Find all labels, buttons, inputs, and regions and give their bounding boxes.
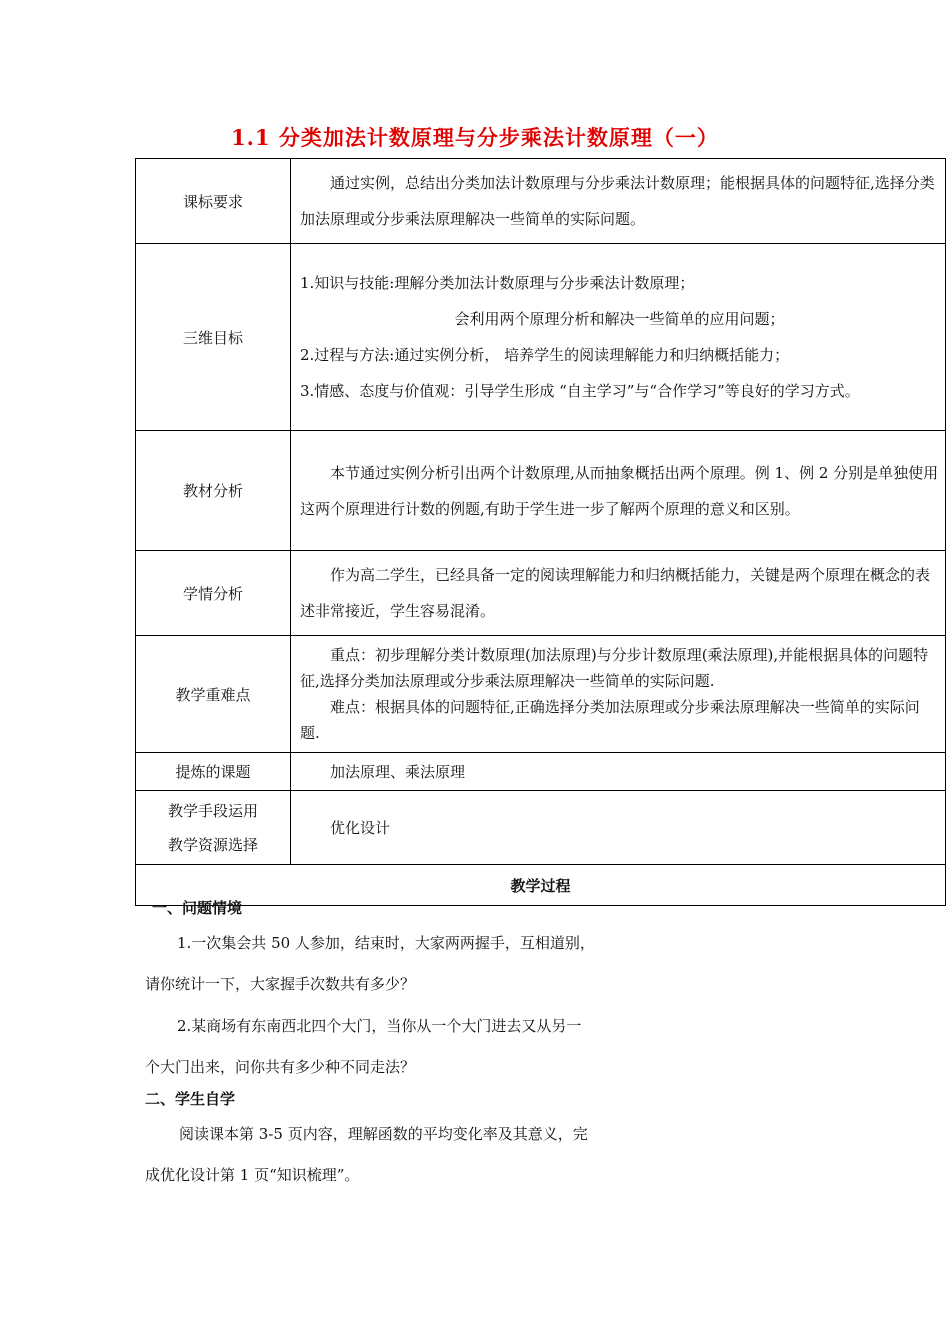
row-content: 加法原理、乘法原理 xyxy=(291,753,946,791)
section-heading xyxy=(152,897,672,918)
section-heading xyxy=(145,1088,665,1109)
table-row xyxy=(136,753,946,791)
lesson-plan-table xyxy=(135,158,946,906)
row-content: 作为高二学生，已经具备一定的阅读理解能力和归纳概括能力，关键是两个原理在概念的表述非常接近，学生容易混淆。 xyxy=(291,551,946,636)
section-heading-text: 二、学生自学 xyxy=(145,1090,236,1108)
process-header: 教学过程 xyxy=(136,865,946,906)
paragraph: 请你统计一下，大家握手次数共有多少？ xyxy=(145,975,416,993)
table-row xyxy=(136,431,946,551)
row-content: 通过实例，总结出分类加法计数原理与分步乘法计数原理；能根据具体的问题特征,选择分类加法原理或分步乘法原理解决一些简单的实际问题。 xyxy=(291,159,946,244)
table-row xyxy=(136,551,946,636)
row-content xyxy=(291,636,946,753)
section-heading-text: 一、问题情境 xyxy=(152,899,243,917)
goal-line: 会利用两个原理分析和解决一些简单的应用问题； xyxy=(454,310,785,328)
page-title: 1.1 分类加法计数原理与分步乘法计数原理（一） xyxy=(231,125,719,150)
row-label: 课标要求 xyxy=(136,159,291,244)
row-label: 提炼的课题 xyxy=(136,753,291,791)
row-label xyxy=(136,791,291,865)
paragraph: 成优化设计第 1 页“知识梳理”。 xyxy=(145,1166,360,1184)
row-label: 教材分析 xyxy=(136,431,291,551)
row-label: 学情分析 xyxy=(136,551,291,636)
row-content xyxy=(291,244,946,431)
table-row xyxy=(136,636,946,753)
paragraph: 1.一次集会共 50 人参加，结束时，大家两两握手，互相道别， xyxy=(177,934,595,952)
label-line: 教学手段运用 xyxy=(167,801,258,820)
label-line: 教学资源选择 xyxy=(167,835,258,854)
paragraph: 阅读课本第 3-5 页内容，理解函数的平均变化率及其意义，完 xyxy=(179,1125,588,1143)
table-row xyxy=(136,791,946,865)
table-row xyxy=(136,159,946,244)
goal-line: 1.知识与技能:理解分类加法计数原理与分步乘法计数原理； xyxy=(300,274,695,292)
difficulty: 难点：根据具体的问题特征,正确选择分类加法原理或分步乘法原理解决一些简单的实际问题. xyxy=(300,698,920,742)
row-label: 三维目标 xyxy=(136,244,291,431)
paragraph: 2.某商场有东南西北四个大门，当你从一个大门进去又从另一 xyxy=(177,1017,582,1035)
row-content: 优化设计 xyxy=(291,791,946,865)
paragraph: 个大门出来，问你共有多少种不同走法？ xyxy=(145,1058,416,1076)
row-label: 教学重难点 xyxy=(136,636,291,753)
goal-line: 2.过程与方法:通过实例分析， 培养学生的阅读理解能力和归纳概括能力； xyxy=(300,346,790,364)
key-point: 重点：初步理解分类计数原理(加法原理)与分步计数原理(乘法原理),并能根据具体的问题特征,选择分类加法原理或分步乘法原理解决一些简单的实际问题. xyxy=(300,646,929,690)
table-row xyxy=(136,244,946,431)
goal-line: 3.情感、态度与价值观：引导学生形成 “自主学习”与“合作学习”等良好的学习方式。 xyxy=(300,382,860,400)
row-content: 本节通过实例分析引出两个计数原理,从而抽象概括出两个原理。例 1、例 2 分别是单独使用这两个原理进行计数的例题,有助于学生进一步了解两个原理的意义和区别。 xyxy=(291,431,946,551)
